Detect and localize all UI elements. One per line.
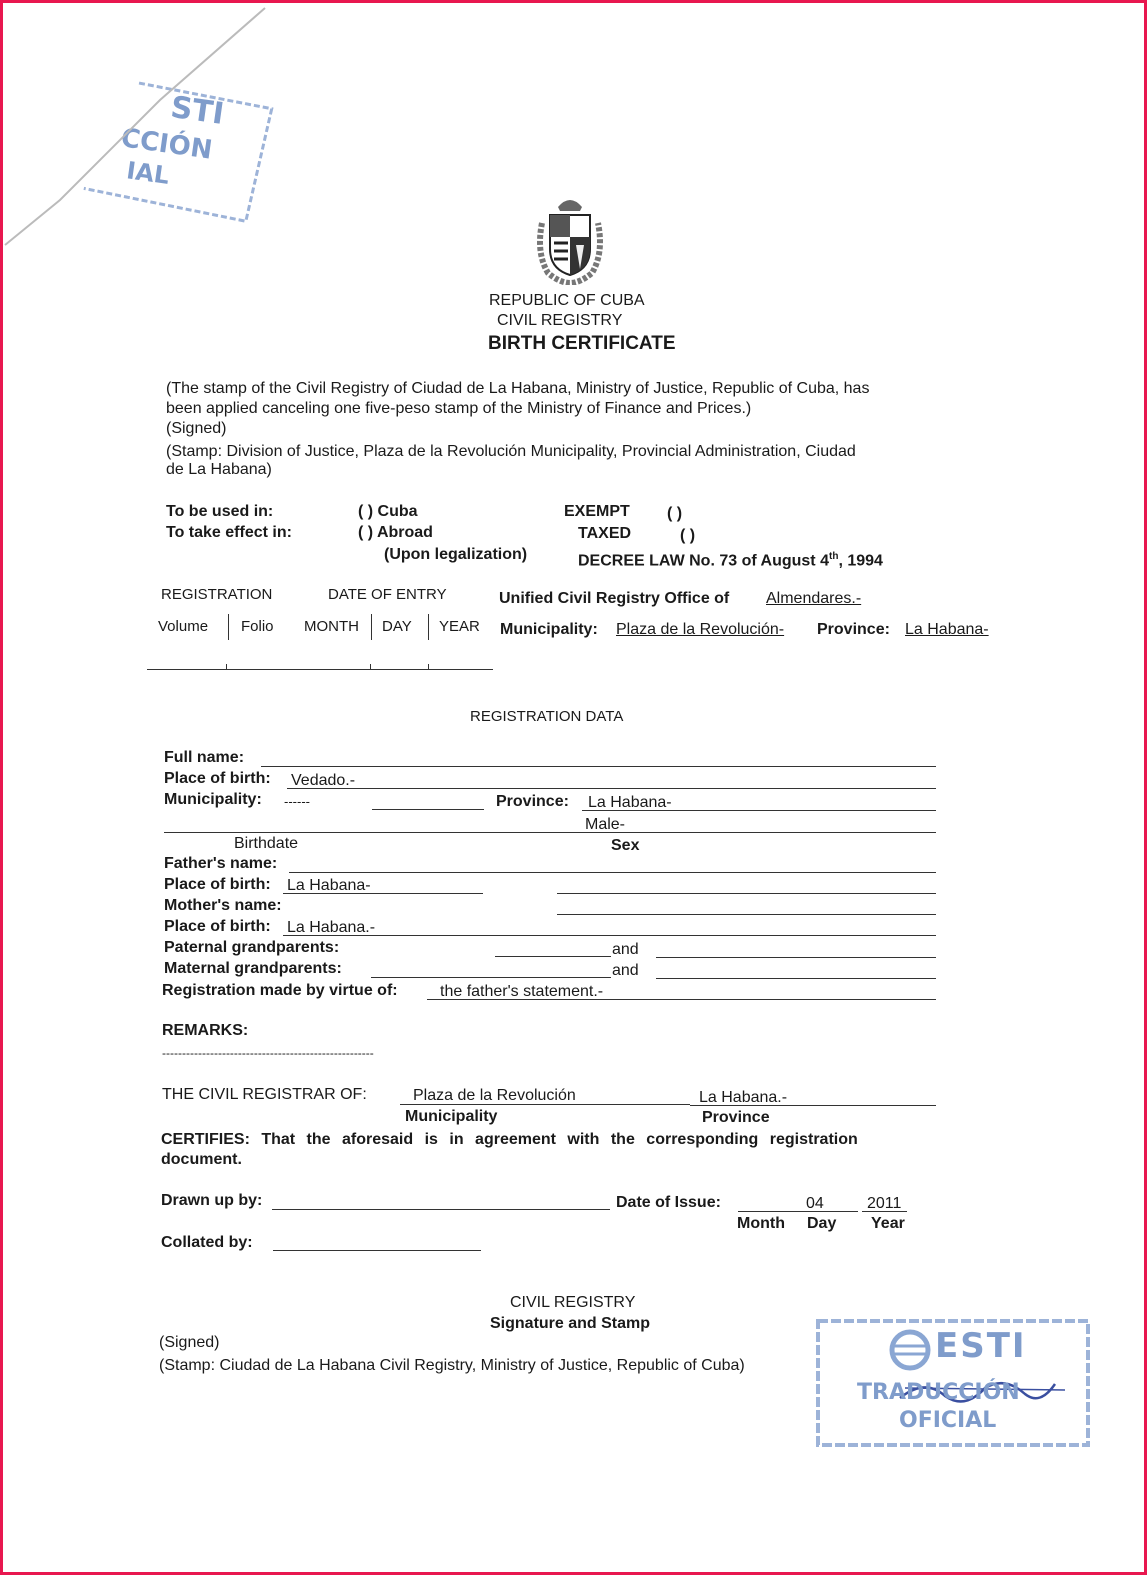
paternal-field-1[interactable] [495,956,611,957]
father-pob-value: La Habana- [287,877,371,894]
option-abroad[interactable]: ( ) Abroad [358,524,433,541]
paternal-field-2[interactable] [656,957,936,958]
intro-stamp-line2: de La Habana) [166,461,272,478]
month-label: MONTH [304,618,359,635]
date-of-issue-text: Date of Issue [616,1194,716,1211]
decree-year: , 1994 [838,552,883,570]
birthdate-caption: Birthdate [234,835,299,852]
divider [228,614,229,640]
virtue-field[interactable] [427,999,936,1000]
mother-pob-value: La Habana.- [287,919,376,936]
registrar-municipality-value: Plaza de la Revolución [413,1087,576,1104]
virtue-label: Registration made by virtue of: [162,982,398,999]
municipality-label-text: Municipality [500,621,593,638]
intro-line1: (The stamp of the Civil Registry of Ciudad de La Habana, Ministry of Justice, Republic of Cuba, has [166,380,870,397]
issue-day-value: 04 [806,1195,824,1212]
municipality-label: Municipality: [500,621,598,638]
take-effect-label: To take effect in: [166,524,292,541]
issue-day-line[interactable] [782,1211,858,1212]
virtue-text: Registration made by virtue of [162,982,393,999]
sex-caption: Sex [611,837,640,854]
stamp-esti: ESTI [935,1326,1027,1366]
registrar-label: THE CIVIL REGISTRAR OF: [162,1086,367,1103]
remarks-dashes: ----------------------------------------------------- [162,1046,374,1060]
stamp-traduccion: TRADUCCIÓN [857,1380,1020,1405]
paternal-and: and [612,941,639,958]
maternal-field-2[interactable] [656,978,936,979]
municipality-caption: Municipality [405,1108,498,1125]
folio-label: Folio [241,618,274,635]
province-data-text: Province [496,793,564,810]
father-pob-text: Place of birth [164,876,266,893]
date-of-entry-label: DATE OF ENTRY [328,586,447,603]
entry-blank-line [147,669,493,670]
birthdate-sex-line[interactable] [164,832,936,833]
drawn-up-label: Drawn up by: [161,1192,263,1209]
municipality-data-field[interactable] [372,809,484,810]
place-of-birth-field[interactable] [287,788,936,789]
decree-text: DECREE LAW No. 73 of August 4 [578,552,829,570]
paternal-grandparents-text: Paternal grandparents [164,939,334,956]
date-of-issue-label: Date of Issue: [616,1194,721,1211]
municipality-data-label: Municipality: [164,791,262,808]
volume-label: Volume [158,618,209,635]
footer-sig-stamp: Signature and Stamp [490,1315,651,1332]
decree-sup: th [828,551,839,562]
office-label: Unified Civil Registry Office of [499,590,730,607]
stamp-oficial: OFICIAL [899,1408,997,1433]
scan-crease [0,0,280,265]
collated-label: Collated by: [161,1234,253,1251]
drawn-up-text: Drawn up by [161,1192,258,1209]
maternal-field-1[interactable] [371,977,611,978]
footer-signed: (Signed) [159,1334,220,1351]
header-republic: REPUBLIC OF CUBA [489,292,645,309]
top-stamp-line2: CCIÓN [119,123,215,166]
registrar-province-line[interactable] [690,1105,936,1106]
virtue-value: the father's statement.- [440,983,604,1000]
tick [226,664,227,670]
day-label: DAY [382,618,412,635]
father-pob-field[interactable] [283,893,483,894]
fathers-name-text: Father's name [164,855,272,872]
taxed-box[interactable]: ( ) [680,527,696,544]
coat-of-arms-icon [528,193,612,285]
certifies-line2: document. [161,1151,242,1168]
maternal-grandparents-label: Maternal grandparents: [164,960,342,977]
to-be-used-in-label: To be used in: [166,503,274,520]
top-stamp-line3: IAL [124,156,172,190]
fathers-name-field[interactable] [289,872,936,873]
upon-legalization: (Upon legalization) [384,546,528,563]
maternal-and: and [612,962,639,979]
province-caption: Province [702,1109,770,1126]
father-pob-label: Place of birth: [164,876,271,893]
full-name-text: Full name [164,749,239,766]
maternal-grandparents-text: Maternal grandparents [164,960,337,977]
day-caption: Day [807,1215,837,1232]
issue-year-line[interactable] [862,1211,907,1212]
office-value: Almendares.- [766,590,862,607]
taxed-label: TAXED [578,525,632,542]
page-title: BIRTH CERTIFICATE [488,333,676,354]
mother-pob-field[interactable] [283,935,936,936]
place-of-birth-text: Place of birth [164,770,266,787]
registrar-municipality-line[interactable] [400,1104,690,1105]
province-data-value: La Habana- [588,794,672,811]
exempt-box[interactable]: ( ) [667,505,683,522]
intro-line2: been applied canceling one five-peso stamp of the Ministry of Finance and Prices.) [166,400,752,417]
registration-label: REGISTRATION [161,586,273,603]
mothers-name-field[interactable] [557,914,936,915]
decree-law [578,547,883,571]
footer-civil-registry: CIVIL REGISTRY [510,1294,636,1311]
divider [371,614,372,640]
intro-stamp-line1: (Stamp: Division of Justice, Plaza de la Revolución Municipality, Provincial Administration, Ciudad [166,443,856,460]
header-civil-registry: CIVIL REGISTRY [497,312,623,329]
fathers-name-label: Father's name: [164,855,278,872]
place-of-birth-label: Place of birth: [164,770,271,787]
province-data-field[interactable] [582,810,936,811]
father-pob-field-2[interactable] [557,893,936,894]
month-caption: Month [737,1215,785,1232]
full-name-label: Full name: [164,749,245,766]
full-name-field[interactable] [261,766,936,767]
issue-month-line[interactable] [738,1211,782,1212]
divider [428,614,429,640]
place-of-birth-value: Vedado.- [291,772,356,789]
year-caption: Year [871,1215,905,1232]
registrar-province-value: La Habana.- [699,1089,788,1106]
mother-pob-text: Place of birth [164,918,266,935]
certifies-line1: CERTIFIES: That the aforesaid is in agreement with the corresponding registration [161,1131,858,1148]
mother-pob-label: Place of birth: [164,918,271,935]
option-cuba[interactable]: ( ) Cuba [358,503,418,520]
paternal-grandparents-label: Paternal grandparents: [164,939,340,956]
province-value: La Habana- [905,621,989,638]
year-label: YEAR [439,618,480,635]
municipality-value: Plaza de la Revolución- [616,621,785,638]
tick [428,664,429,670]
remarks-label: REMARKS: [162,1022,249,1039]
intro-signed: (Signed) [166,420,227,437]
footer-stamp-note: (Stamp: Ciudad de La Habana Civil Registry, Ministry of Justice, Republic of Cuba) [159,1357,745,1374]
municipality-data-text: Municipality [164,791,257,808]
mothers-name-text: Mother's name [164,897,277,914]
exempt-label: EXEMPT [564,503,630,520]
municipality-data-value: ------ [284,794,310,809]
registration-data-title: REGISTRATION DATA [470,708,624,725]
collated-field[interactable] [273,1250,481,1251]
province-label: Province: [817,621,890,638]
issue-year-value: 2011 [867,1195,902,1212]
drawn-up-field[interactable] [272,1209,610,1210]
tick [370,664,371,670]
province-label-text: Province [817,621,885,638]
mothers-name-label: Mother's name: [164,897,282,914]
province-data-label: Province: [496,793,569,810]
top-stamp-line1: STI [168,89,227,132]
sex-value: Male- [585,816,626,833]
translation-stamp [815,1318,1091,1448]
